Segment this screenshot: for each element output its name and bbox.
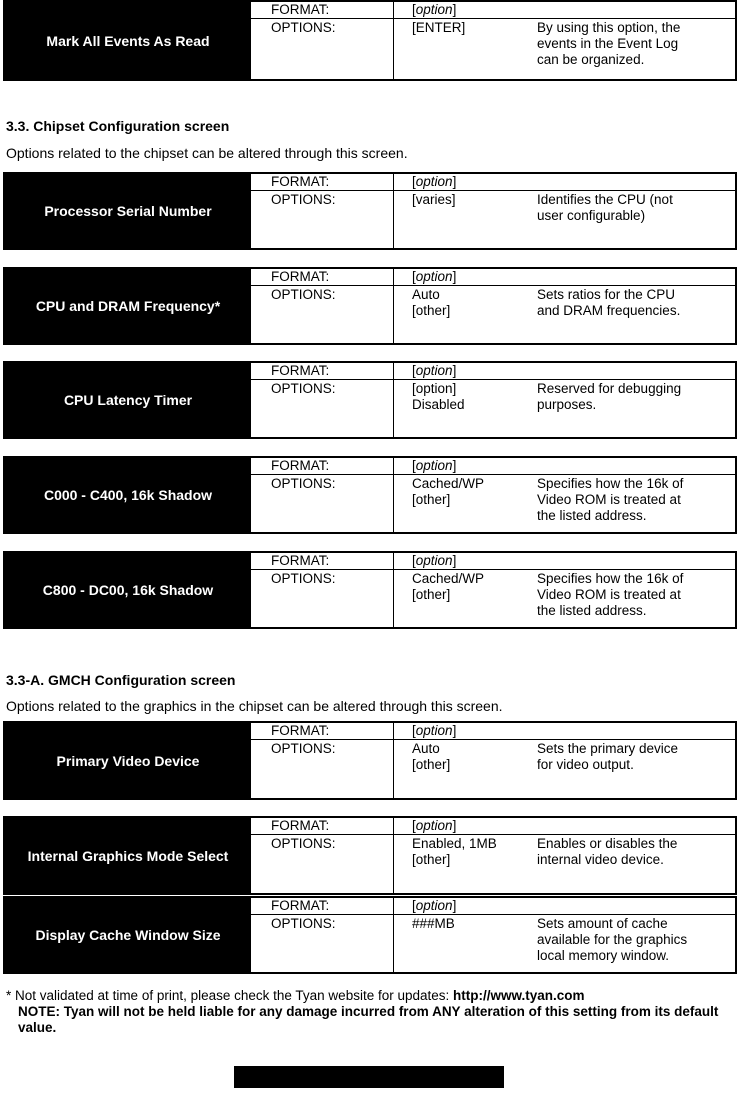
section-intro-chipset: Options related to the chipset can be altered through this screen. — [6, 145, 408, 161]
format-value: [ option ] — [412, 458, 456, 473]
setting-description: Specifies how the 16k of Video ROM is treated at the listed address. — [537, 476, 684, 523]
setting-label: Mark All Events As Read — [5, 2, 251, 79]
options-label: OPTIONS: — [251, 570, 394, 627]
setting-description: Identifies the CPU (not user configurable) — [537, 192, 673, 223]
format-label: FORMAT: — [251, 363, 394, 379]
options-value: [option] Disabled — [412, 381, 465, 412]
options-value: [varies] — [412, 192, 456, 207]
setting-primary-video-device — [3, 721, 737, 800]
options-value: Enabled, 1MB [other] — [412, 836, 497, 867]
footnote-note: NOTE: Tyan will not be held liable for any damage incurred from ANY alteration of this setting from its default value. — [18, 1004, 719, 1035]
format-label: FORMAT: — [251, 174, 394, 190]
setting-description: Specifies how the 16k of Video ROM is treated at the listed address. — [537, 571, 684, 618]
format-label: FORMAT: — [251, 898, 394, 914]
footnote-url[interactable]: http://www.tyan.com — [453, 988, 585, 1003]
footnote-text: * Not validated at time of print, please check the Tyan website for updates: — [6, 988, 454, 1003]
options-label: OPTIONS: — [251, 740, 394, 798]
setting-label: Processor Serial Number — [5, 174, 251, 248]
setting-cpu-latency-timer — [3, 361, 737, 439]
format-label: FORMAT: — [251, 818, 394, 834]
setting-processor-serial-number — [3, 172, 737, 250]
format-label: FORMAT: — [251, 458, 394, 474]
options-value: Cached/WP [other] — [412, 476, 485, 507]
options-value: Auto [other] — [412, 287, 451, 318]
setting-description: Reserved for debugging purposes. — [537, 381, 682, 412]
footnote — [6, 988, 731, 1036]
section-heading-chipset: 3.3. Chipset Configuration screen — [6, 118, 230, 134]
setting-label: Display Cache Window Size — [5, 898, 251, 972]
format-value: [ option ] — [412, 2, 456, 17]
setting-description: Sets the primary device for video output. — [537, 741, 679, 772]
options-value: Auto [other] — [412, 741, 451, 772]
setting-description: Sets ratios for the CPU and DRAM frequencies. — [537, 287, 681, 318]
setting-c800-dc00-shadow — [3, 551, 737, 629]
options-label: OPTIONS: — [251, 380, 394, 437]
setting-cpu-dram-frequency — [3, 267, 737, 345]
options-label: OPTIONS: — [251, 19, 394, 79]
options-label: OPTIONS: — [251, 191, 394, 248]
setting-label: Internal Graphics Mode Select — [5, 818, 251, 893]
setting-label: CPU and DRAM Frequency* — [5, 269, 251, 343]
options-value: [ENTER] — [412, 20, 466, 35]
format-value: [ option ] — [412, 898, 456, 913]
format-label: FORMAT: — [251, 269, 394, 285]
setting-internal-graphics-mode — [3, 816, 737, 895]
format-value: [ option ] — [412, 553, 456, 568]
setting-label: C000 - C400, 16k Shadow — [5, 458, 251, 532]
setting-label: Primary Video Device — [5, 723, 251, 798]
options-label: OPTIONS: — [251, 915, 394, 972]
setting-c000-c400-shadow — [3, 456, 737, 534]
options-value: ###MB — [412, 916, 455, 931]
setting-display-cache-window-size — [3, 896, 737, 974]
options-label: OPTIONS: — [251, 835, 394, 893]
format-value: [ option ] — [412, 269, 456, 284]
format-label: FORMAT: — [251, 2, 394, 18]
setting-mark-all-events-read — [3, 0, 737, 81]
format-value: [ option ] — [412, 818, 456, 833]
setting-description: By using this option, the events in the Event Log can be organized. — [537, 20, 681, 67]
setting-description: Sets amount of cache available for the graphics local memory window. — [537, 916, 688, 963]
page-number-bar — [234, 1066, 504, 1088]
options-label: OPTIONS: — [251, 475, 394, 532]
setting-label: CPU Latency Timer — [5, 363, 251, 437]
setting-description: Enables or disables the internal video device. — [537, 836, 678, 867]
section-heading-gmch: 3.3-A. GMCH Configuration screen — [6, 672, 236, 688]
format-value: [ option ] — [412, 174, 456, 189]
setting-label: C800 - DC00, 16k Shadow — [5, 553, 251, 627]
options-value: Cached/WP [other] — [412, 571, 485, 602]
section-intro-gmch: Options related to the graphics in the chipset can be altered through this screen. — [6, 698, 503, 714]
format-value: [ option ] — [412, 723, 456, 738]
format-value: [ option ] — [412, 363, 456, 378]
format-label: FORMAT: — [251, 723, 394, 739]
format-label: FORMAT: — [251, 553, 394, 569]
options-label: OPTIONS: — [251, 286, 394, 343]
